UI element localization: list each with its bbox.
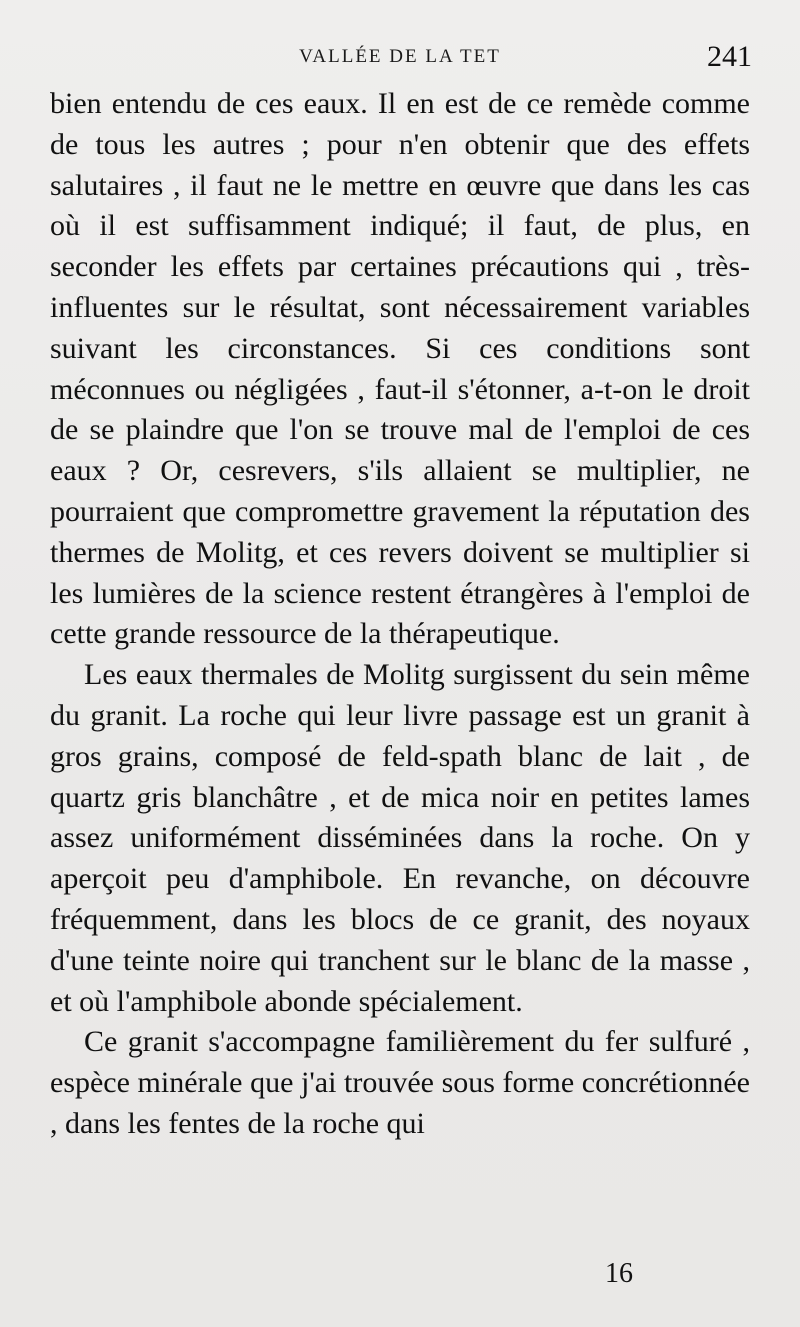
page-header: [0, 40, 800, 80]
paragraph-2: Les eaux thermales de Molitg surgissent du sein même du granit. La roche qui leur livre passage est un granit à gros grains, composé de feld-spath blanc de lait , de quartz gris blanchâtre , et de mica noir en petites lames assez uniformément disséminées dans la roche. On y aperçoit peu d'amphibole. En revanche, on découvre fréquemment, dans les blocs de ce granit, des noyaux d'une teinte noire qui tranchent sur le blanc de la masse , et où l'amphibole abonde spécialement.: [50, 658, 750, 1018]
running-title: VALLÉE DE LA TET: [299, 46, 501, 67]
paragraph-1: bien entendu de ces eaux. Il en est de ce remède comme de tous les autres ; pour n'en obtenir que des effets salutaires , il faut ne le mettre en œuvre que dans les cas où il est suffisamment indiqué; il faut, de plus, en seconder les effets par certaines précautions qui , très-influentes sur le résultat, sont nécessairement variables suivant les circonstances. Si ces conditions sont méconnues ou négligées , faut-il s'étonner, a-t-on le droit de se plaindre que l'on se trouve mal de l'emploi de ces eaux ? Or, cesrevers, s'ils allaient se multiplier, ne pourraient que compromettre gravement la réputation des thermes de Molitg, et ces revers doivent se multiplier si les lumières de la science restent étrangères à l'emploi de cette grande ressource de la thérapeutique.: [50, 87, 750, 651]
signature-mark: 16: [605, 1258, 633, 1289]
body-text: [50, 84, 750, 1145]
page-number: 241: [707, 40, 752, 73]
paragraph-3: Ce granit s'accompagne familièrement du fer sulfuré , espèce minérale que j'ai trouvée sous forme concrétionnée , dans les fentes de la roche qui: [50, 1025, 750, 1140]
